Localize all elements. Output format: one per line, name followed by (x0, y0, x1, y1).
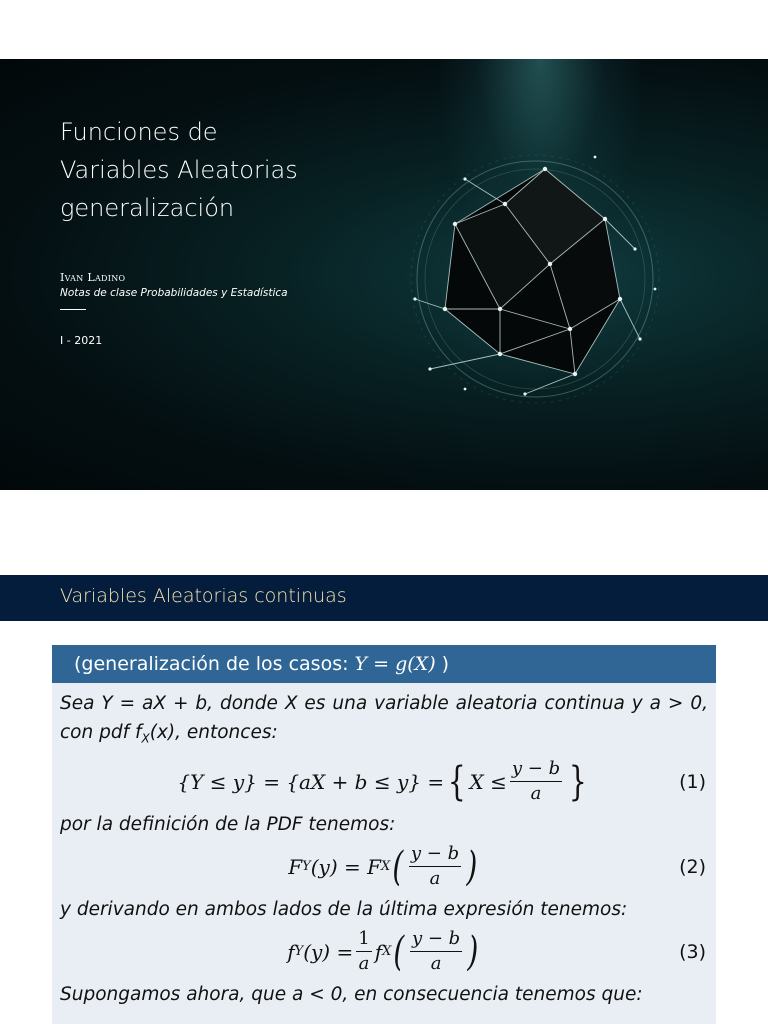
theorem-block (52, 645, 716, 1024)
eq1-frac-den: a (530, 783, 542, 805)
paragraph-1-tail: (x), entonces: (149, 722, 278, 743)
eq2-lhs-arg: (y) = F (310, 854, 382, 879)
eq2-fraction (409, 843, 461, 890)
title-slide (0, 59, 768, 490)
eq2-frac-num: y − b (409, 843, 461, 867)
eq2-number: (2) (679, 855, 706, 878)
eq2-rhs-sub: X (381, 859, 391, 875)
title-line-1: Funciones de (60, 118, 218, 146)
eq3-close-paren: ) (467, 928, 479, 975)
eq3-fraction (410, 928, 462, 975)
block-title-close: ) (435, 653, 450, 675)
eq3-open-paren: ( (393, 928, 405, 975)
title-line-3: generalización (60, 194, 235, 222)
eq2-frac-den: a (429, 868, 441, 890)
equation-2 (60, 839, 708, 895)
eq1-frac-num: y − b (510, 758, 562, 782)
eq1-fraction (510, 758, 562, 805)
slide-header-title: Variables Aleatorias continuas (60, 585, 347, 607)
eq1-close-brace: } (568, 758, 587, 805)
divider-rule (60, 309, 86, 310)
eq1-open-brace: { (447, 758, 466, 805)
eq1-number: (1) (679, 770, 706, 793)
eq2-lhs-sub: Y (302, 859, 311, 875)
eq3-lhs-sub: Y (294, 944, 304, 960)
eq3-f: f (374, 939, 383, 964)
polyhedron-illustration (405, 149, 665, 409)
slide-date: I - 2021 (60, 334, 103, 347)
eq1-left: {Y ≤ y} = {aX + b ≤ y} = (177, 769, 445, 794)
paragraph-4: Supongamos ahora, que a < 0, en consecuencia tenemos que: (60, 983, 643, 1005)
paragraph-1-sub: X (141, 731, 150, 746)
paragraph-2: por la definición de la PDF tenemos: (60, 813, 396, 835)
equation-1 (60, 754, 708, 810)
eq3-coefficient (356, 928, 371, 975)
block-title-math: Y = g(X) (354, 653, 436, 675)
eq3-coef-den: a (358, 953, 370, 975)
eq3-lhs: f (287, 939, 295, 964)
title-line-2: Variables Aleatorias (60, 156, 298, 184)
eq1-inner: X ≤ (469, 769, 507, 794)
block-title-text: (generalización de los casos: (74, 653, 355, 675)
eq3-frac-den: a (430, 953, 442, 975)
eq2-open-paren: ( (392, 843, 404, 890)
eq2-lhs: F (288, 854, 303, 879)
block-title (52, 645, 716, 683)
slide-header (0, 575, 768, 621)
course-subtitle: Notas de clase Probabilidades y Estadística (60, 287, 288, 299)
block-body (52, 683, 716, 1009)
eq2-close-paren: ) (466, 843, 478, 890)
paragraph-3: y derivando en ambos lados de la última expresión tenemos: (60, 898, 628, 920)
eq3-f-sub: X (382, 944, 392, 960)
paragraph-1 (60, 689, 708, 754)
eq3-frac-num: y − b (410, 928, 462, 952)
slide-title (60, 113, 380, 227)
paragraph-1-text: Sea Y = aX + b, donde X es una variable aleatoria continua y a > 0, con pdf f (60, 693, 708, 743)
eq3-number: (3) (679, 940, 706, 963)
eq3-coef-num: 1 (356, 928, 371, 952)
equation-3 (60, 924, 708, 980)
eq3-lhs-arg: (y) = (303, 939, 354, 964)
author-name: Ivan Ladino (60, 271, 126, 284)
